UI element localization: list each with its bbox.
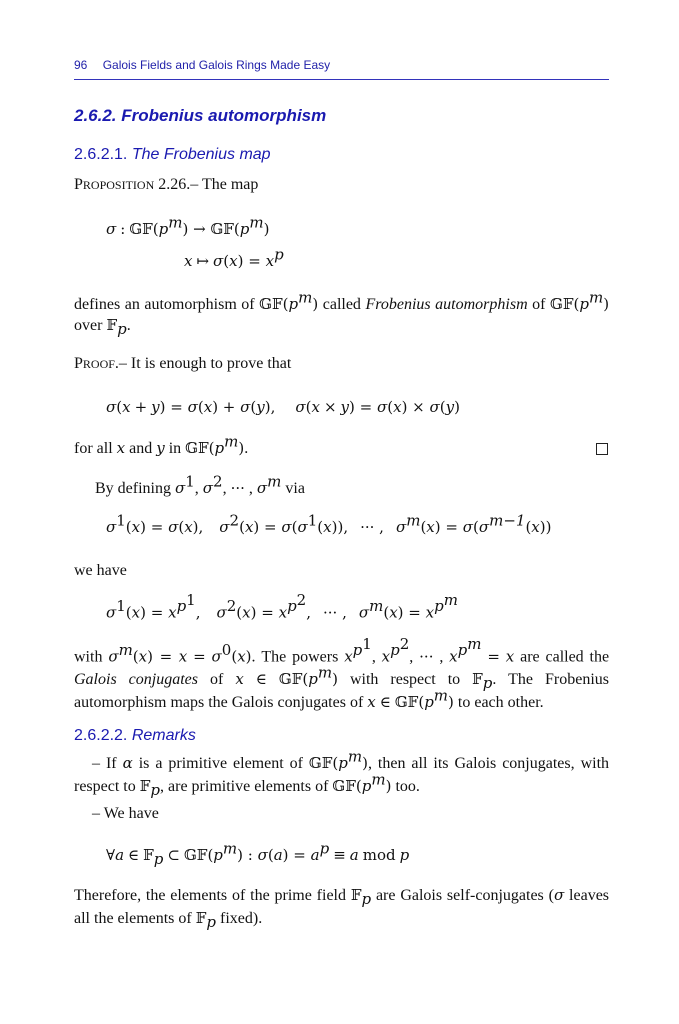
equation-iterates: $\sigma^1(x) = \sigma(x)$, $\sigma^2(x) = \sigma(\sigma^1(x))$, ··· , $\sigma^m(x) = \sigma(\sigma^{m-1}(x))$ xyxy=(106,511,552,536)
section-title: Frobenius automorphism xyxy=(121,106,327,125)
proposition-label-initial: P xyxy=(74,176,83,193)
subsection-number: 2.6.2.1. xyxy=(74,146,128,163)
text-run: Therefore, the elements of the prime field xyxy=(74,887,346,904)
proposition-text: The map xyxy=(201,176,259,193)
text-run: are primitive elements of xyxy=(168,778,329,795)
text-run: fixed). xyxy=(220,910,263,927)
page-number: 96 xyxy=(74,58,88,72)
paragraph-galois-conjugates: with $\sigma^m(x) = x = \sigma^0(x)$. The powers $x^{p^1}$, $x^{p^2}$, ··· , $x^{p^m} = x$ are called the Galois conjugates of x ∈ $𝔾𝔽(p^m)$ with respect to 𝔽$_p$. The Frobenius automorphism maps the Galois conjugates of x ∈ $𝔾𝔽(p^m)$ to each other. xyxy=(74,635,610,712)
equation-map-line2: x ↦ $\sigma(x) = x^p$ xyxy=(184,245,284,270)
equation-prime-field-fixed: ∀a ∈ 𝔽$_p$ ⊂ $𝔾𝔽(p^m)$ : $\sigma(a) = a^p \equiv a$ mod p xyxy=(106,839,410,869)
proposition-number: 2.26.– xyxy=(158,176,199,193)
proof-text: It is enough to prove that xyxy=(130,355,292,372)
text-run: with xyxy=(74,648,103,666)
text-run: in xyxy=(168,440,182,457)
text-run: too. xyxy=(395,778,420,795)
text-run: is a primitive element of xyxy=(138,755,303,772)
subsection-title: The Frobenius map xyxy=(131,146,271,163)
book-title: Galois Fields and Galois Rings Made Easy xyxy=(102,58,331,72)
emphasis-term: Frobenius automorphism xyxy=(365,296,528,313)
subsection-heading-1 xyxy=(74,146,271,164)
text-run: over xyxy=(74,317,103,334)
text-run: are Galois self-conjugates ( xyxy=(375,887,554,904)
paragraph-self-conjugates: Therefore, the elements of the prime field 𝔽$_p$ are Galois self-conjugates (σ leaves all the elements of 𝔽$_p$ fixed). xyxy=(74,886,610,932)
text-run: with respect to xyxy=(349,671,461,689)
we-have-text: we have xyxy=(74,562,127,579)
proof-dash: .– xyxy=(114,355,127,372)
equation-powers: $\sigma^1(x) = x^{p^1}$, $\sigma^2(x) = x^{p^2}$, ··· , $\sigma^m(x) = x^{p^m}$ xyxy=(106,591,458,622)
text-run: then all its Galois conjugates, with respect to xyxy=(74,755,610,795)
text-run: of xyxy=(210,671,224,689)
text-run: leaves all the elements of xyxy=(74,887,610,927)
text-run: to each other. xyxy=(457,694,544,712)
proposition-statement xyxy=(74,176,258,194)
equation-map-line1: σ : $𝔾𝔽(p^m)$ → $𝔾𝔽(p^m)$ xyxy=(106,213,270,238)
text-run: called xyxy=(322,296,361,313)
section-heading xyxy=(74,106,326,126)
emphasis-term: Galois conjugates xyxy=(74,671,198,689)
text-run: The powers xyxy=(261,648,339,666)
text-run: defines an automorphism of xyxy=(74,296,255,313)
proposition-label-rest: ROPOSITION xyxy=(82,178,155,192)
text-run: and xyxy=(129,440,153,457)
defining-iterates: By defining $\sigma^1$, $\sigma^2$, ··· , $\sigma^m$ via xyxy=(95,472,305,497)
text-run: – If xyxy=(92,755,117,772)
qed-box xyxy=(596,443,608,455)
paragraph-frobenius-definition: defines an automorphism of $𝔾𝔽(p^m)$ called Frobenius automorphism of $𝔾𝔽(p^m)$ over 𝔽$_p$. xyxy=(74,288,610,339)
subsection-heading-2 xyxy=(74,727,196,745)
section-number: 2.6.2. xyxy=(74,106,117,125)
text-run: By defining xyxy=(95,480,171,497)
text-run: of xyxy=(532,296,546,313)
proof-conclusion: for all x and y in $𝔾𝔽(p^m)$. xyxy=(74,432,249,457)
equation-homomorphism: σ(x + y) = σ(x) + σ(y), σ(x × y) = σ(x) × σ(y) xyxy=(106,398,460,416)
proof-label-initial: P xyxy=(74,355,83,372)
text-run: are called the xyxy=(520,648,610,666)
remark-we-have: – We have xyxy=(92,805,159,822)
text-run: for all xyxy=(74,440,113,457)
proof-statement xyxy=(74,355,291,373)
text-run: via xyxy=(285,480,305,497)
running-head xyxy=(74,58,609,80)
subsection-number: 2.6.2.2. xyxy=(74,727,128,744)
proof-label-rest: ROOF xyxy=(82,357,115,371)
remark-primitive-element: – If α is a primitive element of $𝔾𝔽(p^m)$, then all its Galois conjugates, with respect to 𝔽$_p$, are primitive elements of $𝔾𝔽(p^m)$ too. xyxy=(74,747,610,800)
subsection-title: Remarks xyxy=(131,727,196,744)
text-run: The Frobenius automorphism maps the Galois conjugates of xyxy=(74,671,609,712)
